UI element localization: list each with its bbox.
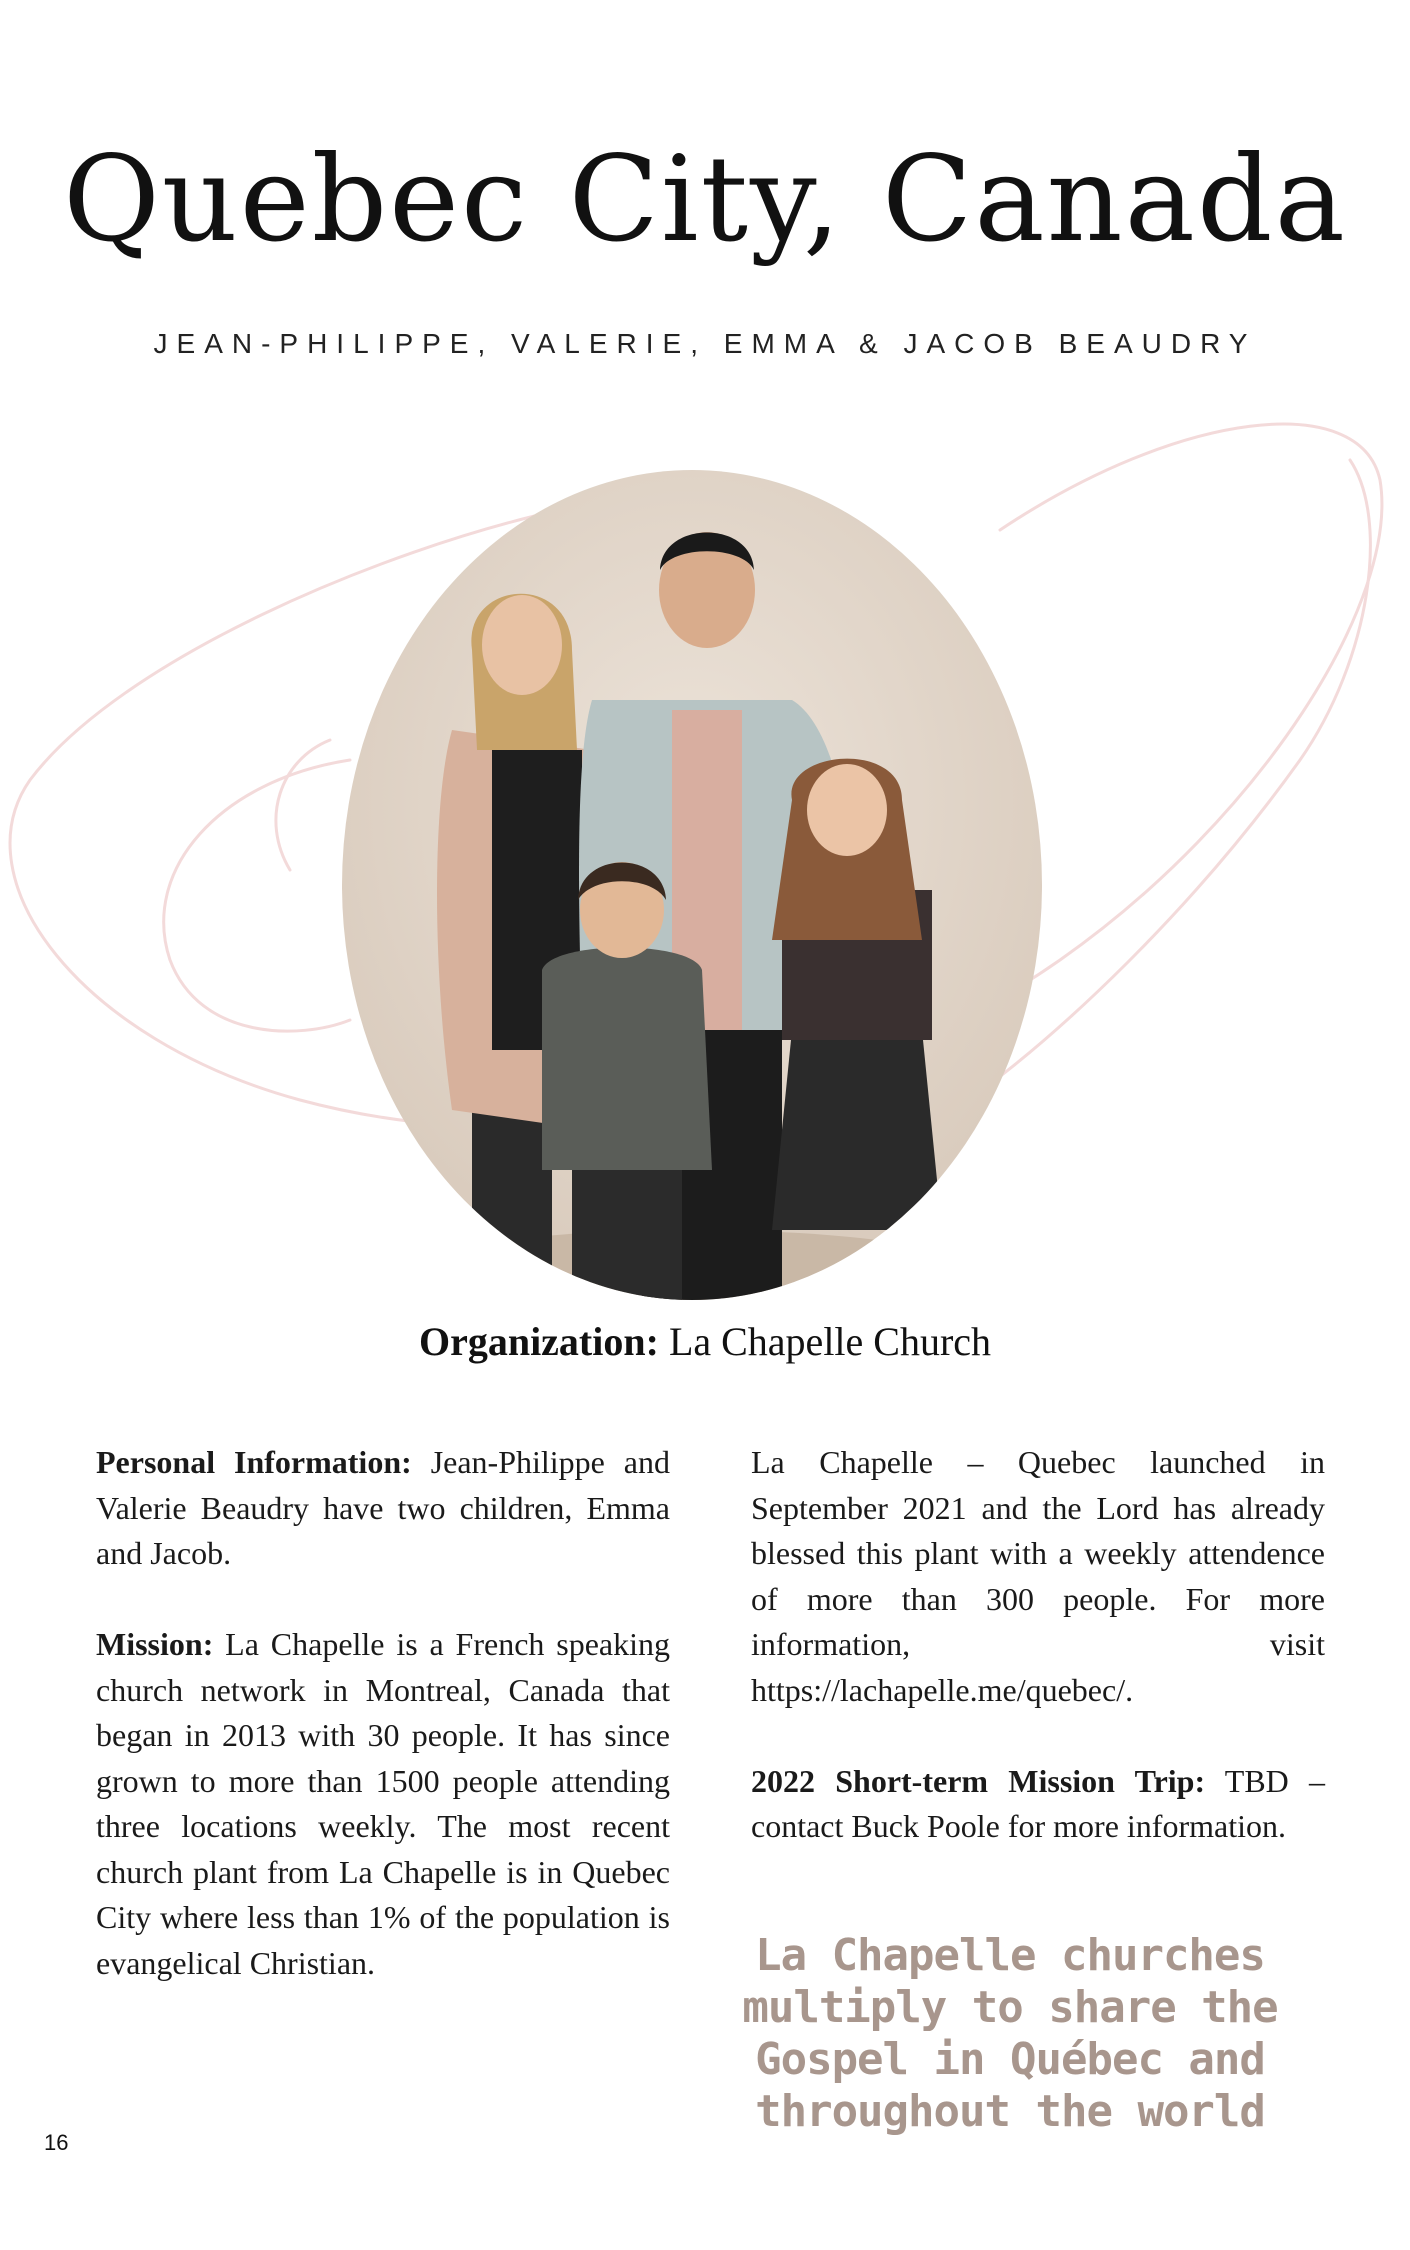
personal-information-paragraph [96,1440,670,1577]
mission-trip-paragraph [751,1759,1325,1850]
mission-label: Mission: [96,1626,214,1662]
right-column [751,1440,1325,1895]
page-number: 16 [44,2130,69,2155]
organization-value: La Chapelle Church [658,1319,992,1364]
organization-line [0,1318,1410,1365]
mission-text: La Chapelle is a French speaking church network in Montreal, Canada that began in 2013 with 30 people. It has since grown to more than 1500 people attending three locations weekly. The most recent church plant from La Chapelle is in Quebec City where less than 1% of the population is evangelical Christian. [96,1626,670,1981]
page-title: Quebec City, Canada [63,130,1347,268]
family-names-subtitle: JEAN-PHILIPPE, VALERIE, EMMA & JACOB BEAUDRY [153,328,1257,359]
organization-label: Organization: [418,1319,659,1364]
mission-trip-label: 2022 Short-term Mission Trip: [751,1762,1206,1799]
launch-paragraph: La Chapelle – Quebec launched in September 2021 and the Lord has already blessed this plant with a weekly attendence of more than 300 people. For more information, visit https://lachapelle.me/quebec/. [751,1444,1325,1708]
family-photo [342,470,1042,1300]
left-column [96,1440,670,2032]
personal-information-label: Personal Information: [96,1444,412,1480]
mission-paragraph [96,1622,670,1986]
mission-trip-text: TBD – contact Buck Poole for more information. [751,1762,1326,1844]
pull-quote: La Chapelle churches multiply to share the Gospel in Québec and throughout the world [742,1930,1278,2137]
personal-information-text: Jean-Philippe and Valerie Beaudry have two children, Emma and Jacob. [96,1444,671,1571]
